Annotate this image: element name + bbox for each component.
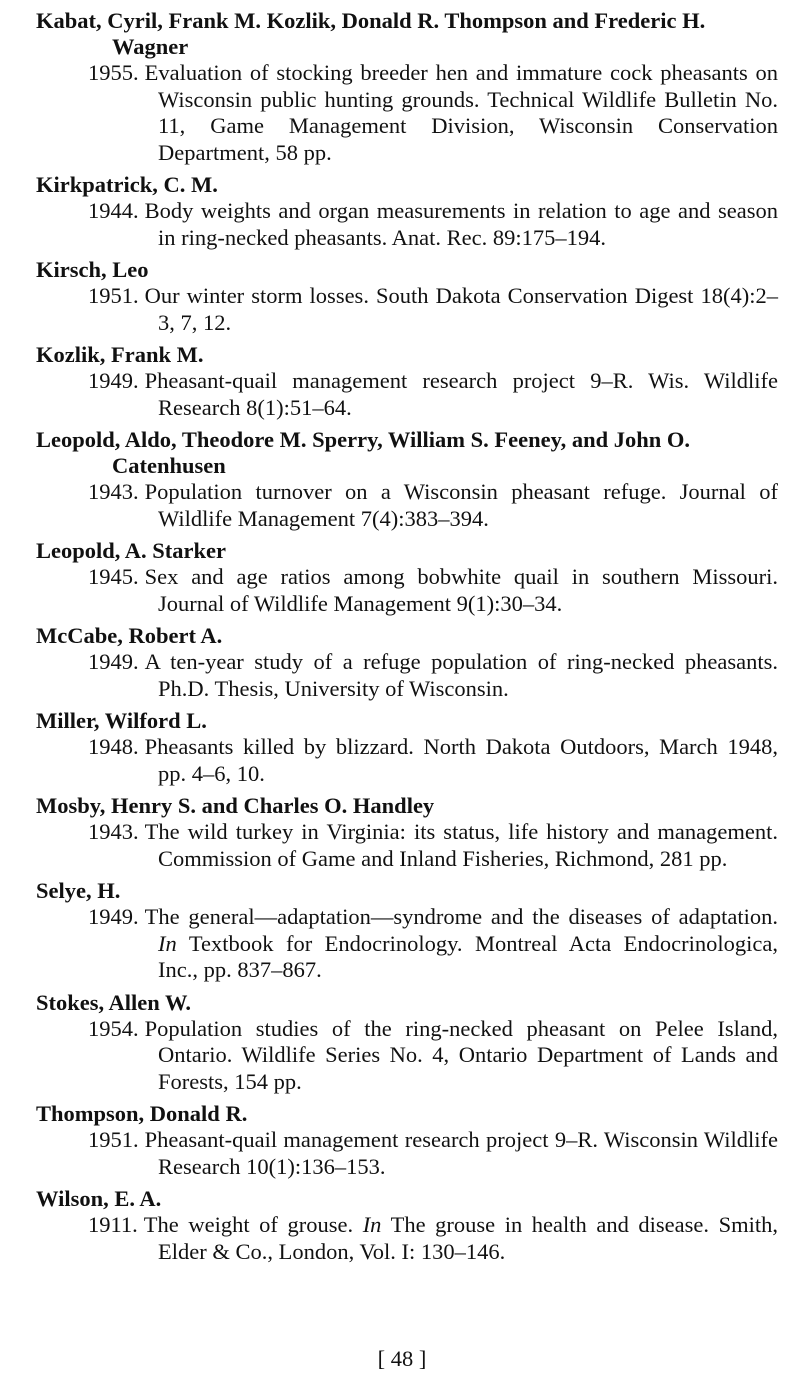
entry-citation xyxy=(36,734,778,787)
entry-citation xyxy=(36,283,778,336)
entry-author: Leopold, Aldo, Theodore M. Sperry, William S. Feeney, and John O. Catenhusen xyxy=(36,427,691,478)
entry-author: Wilson, E. A. xyxy=(36,1186,162,1211)
entry-text: Our winter storm losses. South Dakota Conservation Digest 18(4):2–3, 7, 12. xyxy=(144,283,778,335)
entry-citation xyxy=(36,564,778,617)
bibliography-entry xyxy=(36,538,778,617)
entry-text: The grouse in health and disease. Smith, Elder & Co., London, Vol. I: 130–146. xyxy=(158,1212,778,1264)
entry-year: 1911. xyxy=(88,1212,138,1237)
bibliography-entry xyxy=(36,172,778,251)
entry-year: 1951. xyxy=(88,1127,139,1152)
entry-year: 1948. xyxy=(88,734,139,759)
bibliography-entry xyxy=(36,257,778,336)
entry-citation xyxy=(36,1212,778,1265)
entry-author: McCabe, Robert A. xyxy=(36,623,223,648)
entry-year: 1943. xyxy=(88,479,139,504)
entry-italic-in: In xyxy=(158,930,177,956)
entry-author: Kirkpatrick, C. M. xyxy=(36,172,218,197)
bibliography-list xyxy=(36,8,778,1271)
bibliography-entry xyxy=(36,8,778,166)
entry-author: Stokes, Allen W. xyxy=(36,989,192,1015)
entry-text: Pheasant-quail management research project 9–R. Wis. Wildlife Research 8(1):51–64. xyxy=(144,368,778,420)
entry-citation xyxy=(36,819,778,872)
entry-text: Pheasant-quail management research project 9–R. Wisconsin Wildlife Research 10(1):136–153. xyxy=(144,1127,778,1179)
entry-citation xyxy=(36,368,778,421)
bibliography-entry xyxy=(36,1186,778,1265)
bibliography-entry xyxy=(36,708,778,787)
entry-text-before: The weight of grouse. xyxy=(143,1212,363,1237)
entry-text: Textbook for Endocrinology. Montreal Acta Endocrinologica, Inc., pp. 837–867. xyxy=(158,930,778,982)
entry-text: Population turnover on a Wisconsin pheasant refuge. Journal of Wildlife Management 7(4):383–394. xyxy=(144,479,778,531)
entry-text: Sex and age ratios among bobwhite quail in southern Missouri. Journal of Wildlife Management 9(1):30–34. xyxy=(144,564,778,616)
entry-text-before: The general—adaptation—syndrome and the diseases of adaptation. xyxy=(144,904,778,929)
entry-year: 1945. xyxy=(88,564,139,589)
entry-year: 1949. xyxy=(88,368,139,393)
entry-text: A ten-year study of a refuge population of ring-necked pheasants. Ph.D. Thesis, University of Wisconsin. xyxy=(144,649,778,701)
entry-year: 1944. xyxy=(88,198,139,223)
entry-year: 1951. xyxy=(88,283,139,308)
entry-citation xyxy=(36,60,778,166)
entry-text: Evaluation of stocking breeder hen and immature cock pheasants on Wisconsin public hunting grounds. Technical Wildlife Bulletin No. 11, Game Management Division, Wisconsin Conservation Department, 58 pp. xyxy=(144,60,778,165)
page-number: [ 48 ] xyxy=(377,1346,427,1371)
entry-citation xyxy=(36,904,778,984)
entry-author: Thompson, Donald R. xyxy=(36,1101,248,1126)
entry-text: Pheasants killed by blizzard. North Dakota Outdoors, March 1948, pp. 4–6, 10. xyxy=(144,734,778,786)
entry-author: Kozlik, Frank M. xyxy=(36,342,204,367)
entry-citation xyxy=(36,198,778,251)
entry-citation xyxy=(36,649,778,702)
bibliography-entry xyxy=(36,878,778,984)
entry-year: 1943. xyxy=(88,819,139,844)
entry-author: Kirsch, Leo xyxy=(36,257,149,282)
bibliography-entry xyxy=(36,990,778,1096)
bibliography-entry xyxy=(36,427,778,532)
entry-year: 1954. xyxy=(88,1015,139,1041)
entry-year: 1949. xyxy=(88,649,139,674)
entry-citation xyxy=(36,1016,778,1096)
entry-author: Leopold, A. Starker xyxy=(36,538,227,563)
entry-text: Body weights and organ measurements in relation to age and season in ring-necked pheasants. Anat. Rec. 89:175–194. xyxy=(144,198,778,250)
entry-author: Miller, Wilford L. xyxy=(36,708,207,733)
bibliography-entry xyxy=(36,793,778,872)
entry-author: Mosby, Henry S. and Charles O. Handley xyxy=(36,793,435,818)
bibliography-entry xyxy=(36,342,778,421)
entry-citation xyxy=(36,479,778,532)
entry-author: Selye, H. xyxy=(36,878,121,903)
entry-citation xyxy=(36,1127,778,1180)
entry-text: Population studies of the ring-necked pheasant on Pelee Island, Ontario. Wildlife Series No. 4, Ontario Department of Lands and Forests, 154 pp. xyxy=(144,1015,778,1094)
entry-year: 1949. xyxy=(88,904,139,929)
entry-italic-in: In xyxy=(362,1212,382,1237)
entry-text: The wild turkey in Virginia: its status, life history and management. Commission of Game and Inland Fisheries, Richmond, 281 pp. xyxy=(144,819,778,871)
entry-author: Kabat, Cyril, Frank M. Kozlik, Donald R. Thompson and Frederic H. Wagner xyxy=(36,8,706,59)
bibliography-entry xyxy=(36,1101,778,1180)
entry-year: 1955. xyxy=(88,60,139,85)
bibliography-entry xyxy=(36,623,778,702)
